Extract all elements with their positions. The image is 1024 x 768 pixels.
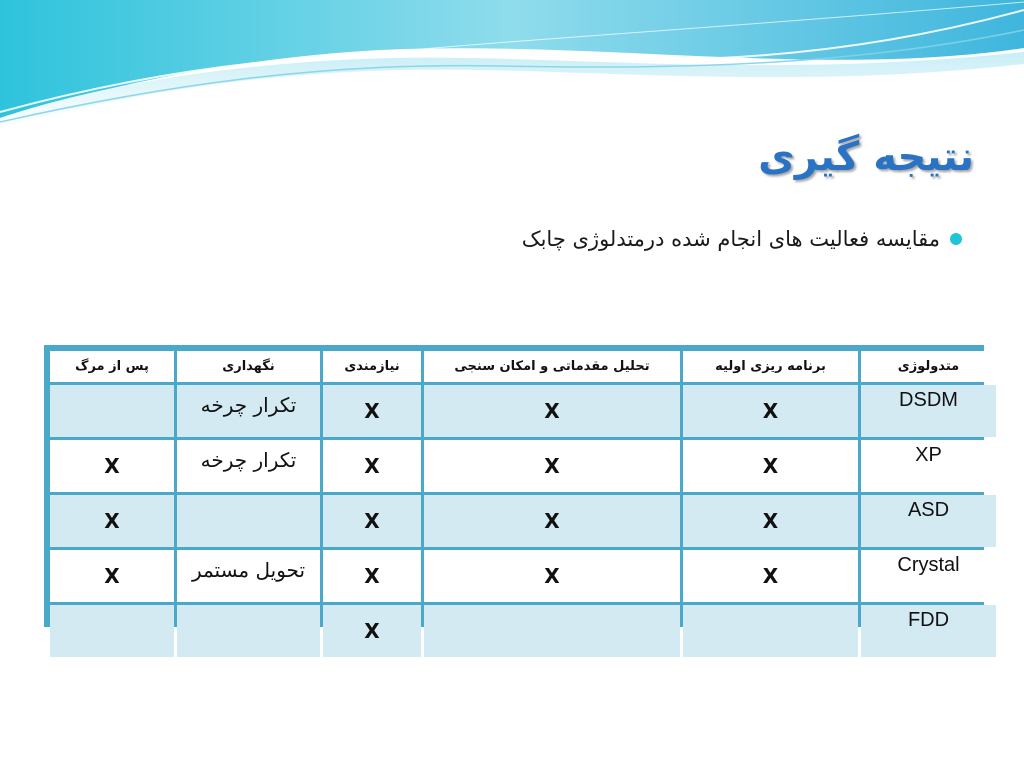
table-cell: تکرار چرخه [177,440,320,492]
column-header: متدولوژی [861,351,996,382]
table-cell [683,605,858,657]
methodology-cell: ASD [861,495,996,547]
table-cell: X [683,495,858,547]
table-row [50,550,996,602]
table-cell [177,495,320,547]
table-cell: X [424,385,680,437]
table-row [50,495,996,547]
table-cell: X [683,440,858,492]
table-cell [50,385,174,437]
table-cell: X [50,550,174,602]
table-cell [50,605,174,657]
column-header: پس از مرگ [50,351,174,382]
column-header: نیازمندی [323,351,421,382]
slide-title: نتیجه گیری [758,134,974,180]
comparison-table [47,348,999,660]
table-cell: X [323,550,421,602]
methodology-cell: DSDM [861,385,996,437]
table-cell [424,605,680,657]
methodology-cell: FDD [861,605,996,657]
table-cell: X [323,495,421,547]
comparison-table-container [44,345,984,643]
column-header: تحلیل مقدماتی و امکان سنجی [424,351,680,382]
table-cell: X [424,495,680,547]
table-cell: X [50,495,174,547]
table-cell: تکرار چرخه [177,385,320,437]
table-row [50,385,996,437]
table-cell [177,605,320,657]
table-cell: X [424,550,680,602]
table-cell: X [50,440,174,492]
table-header-row [50,351,996,382]
bullet-dot-icon [950,233,962,245]
table-cell: X [683,550,858,602]
table-cell: X [683,385,858,437]
column-header: برنامه ریزی اولیه [683,351,858,382]
table-row [50,440,996,492]
table-cell: X [323,605,421,657]
table-cell: X [424,440,680,492]
methodology-cell: Crystal [861,550,996,602]
column-header: نگهداری [177,351,320,382]
bullet-item [522,227,962,251]
table-cell: X [323,385,421,437]
methodology-cell: XP [861,440,996,492]
table-row [50,605,996,657]
table-cell: X [323,440,421,492]
header-wave-decoration [0,0,1024,130]
bullet-text: مقایسه فعالیت های انجام شده درمتدلوژی چابک [521,227,940,251]
table-cell: تحویل مستمر [177,550,320,602]
